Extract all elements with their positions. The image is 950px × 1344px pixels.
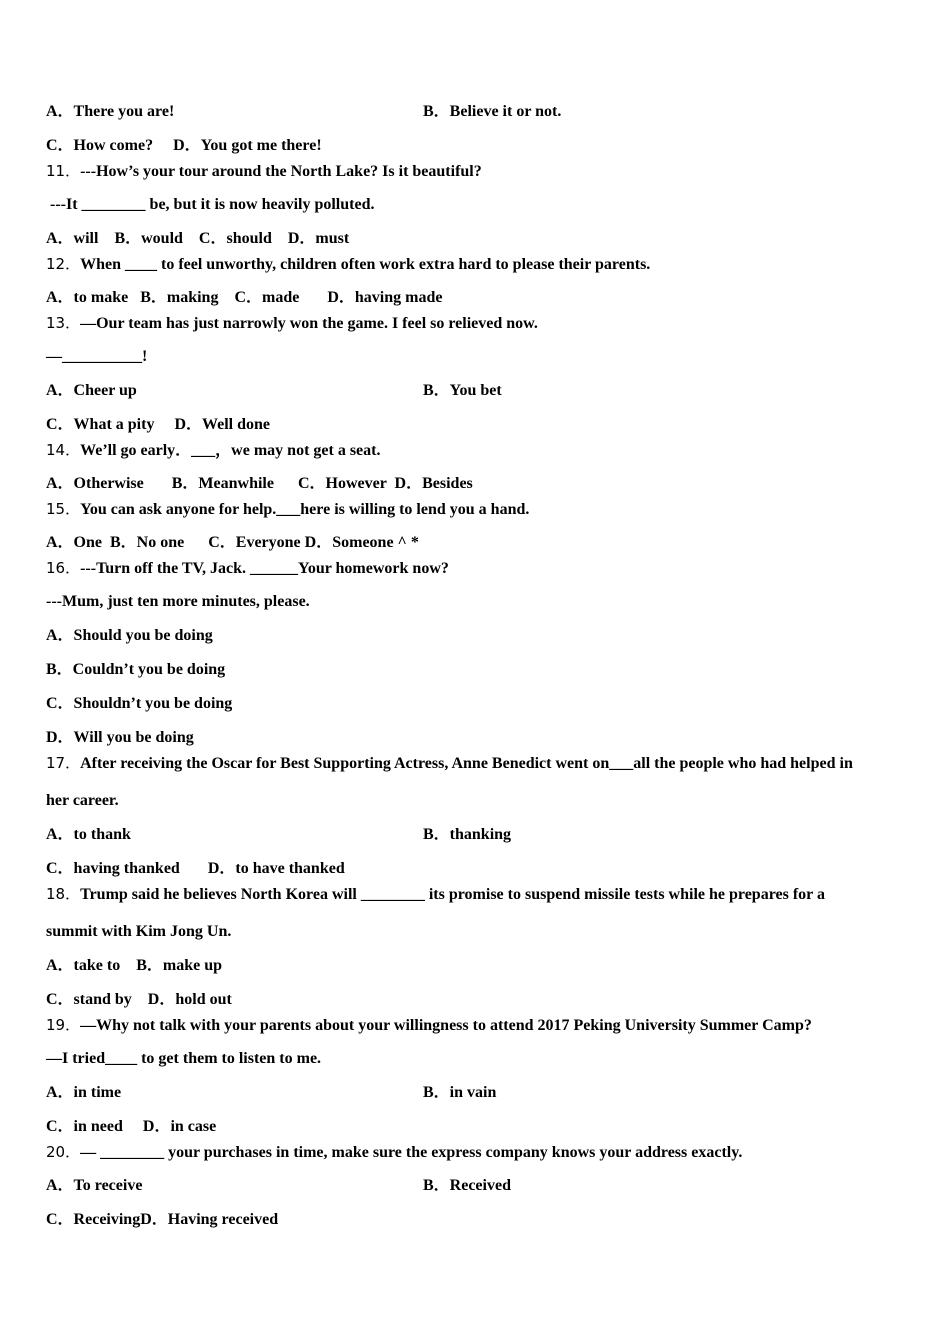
question-text: —Our team has just narrowly won the game. I feel so relieved now. <box>80 315 538 332</box>
question-text: You can ask anyone for help.___here is willing to lend you a hand. <box>80 501 530 518</box>
option-text: A．take to B．make up <box>46 957 223 974</box>
option-text: A．One B．No one C．Everyone D．Someone ^ * <box>46 534 419 551</box>
question-number: 19． <box>46 1016 81 1034</box>
option-line <box>46 474 473 494</box>
question-text: We’ll go early．___，we may not get a seat. <box>80 442 381 459</box>
question-text: ---How’s your tour around the North Lake? Is it beautiful? <box>80 163 482 180</box>
question-text: —Why not talk with your parents about your willingness to attend 2017 Peking University Summer Camp? <box>80 1017 812 1034</box>
question-number: 17． <box>46 754 81 772</box>
question-text: ---Turn off the TV, Jack. ______Your homework now? <box>80 560 449 577</box>
option-line <box>46 102 562 122</box>
question-text: —I tried____ to get them to listen to me. <box>46 1050 322 1067</box>
question-text: When ____ to feel unworthy, children often work extra hard to please their parents. <box>80 256 651 273</box>
option-line <box>46 825 512 845</box>
option-text: A．to make B．making C．made D．having made <box>46 289 443 306</box>
question-text: summit with Kim Jong Un. <box>46 923 232 940</box>
question-line <box>46 347 147 367</box>
question-text: —__________! <box>46 348 148 365</box>
option-line <box>46 990 232 1010</box>
option-line <box>46 859 345 879</box>
option-line <box>46 956 222 976</box>
question-line <box>46 1049 321 1069</box>
option-text-b: B．in vain <box>423 1084 497 1101</box>
option-text: C．Shouldn’t you be doing <box>46 695 233 712</box>
option-line <box>46 694 232 714</box>
question-number: 11． <box>46 162 81 180</box>
question-line <box>46 592 310 612</box>
question-number: 15． <box>46 500 81 518</box>
option-line <box>46 533 419 553</box>
question-number: 18． <box>46 885 81 903</box>
option-text: A．to thank <box>46 826 131 843</box>
option-line <box>46 626 213 646</box>
question-text: — ________ your purchases in time, make sure the express company knows your address exactly. <box>80 1144 743 1161</box>
question-text: After receiving the Oscar for Best Supporting Actress, Anne Benedict went on___all the people who had helped in <box>80 755 853 772</box>
option-text: C．ReceivingD．Having received <box>46 1211 279 1228</box>
option-text: C．having thanked D．to have thanked <box>46 860 345 877</box>
question-16 <box>46 558 449 579</box>
option-line <box>46 728 194 748</box>
option-line <box>46 415 270 435</box>
question-number: 12． <box>46 255 81 273</box>
question-20 <box>46 1142 742 1163</box>
option-line <box>46 1210 278 1230</box>
question-number: 16． <box>46 559 81 577</box>
question-13 <box>46 313 538 334</box>
option-text: A．Otherwise B．Meanwhile C．However D．Besides <box>46 475 473 492</box>
option-text: A．in time <box>46 1084 122 1101</box>
question-12 <box>46 254 650 275</box>
question-18 <box>46 884 825 905</box>
question-text: Trump said he believes North Korea will ________ its promise to suspend missile tests while he prepares for a <box>80 886 825 903</box>
question-15 <box>46 499 529 520</box>
option-text-b: B．Received <box>423 1177 511 1194</box>
option-line <box>46 229 349 249</box>
question-11 <box>46 161 482 182</box>
option-text: A．To receive <box>46 1177 143 1194</box>
option-text: A．There you are! <box>46 103 175 120</box>
option-text: C．in need D．in case <box>46 1118 217 1135</box>
option-text: B．Couldn’t you be doing <box>46 661 226 678</box>
option-line <box>46 381 502 401</box>
question-number: 13． <box>46 314 81 332</box>
option-line <box>46 1117 216 1137</box>
option-text: A．Cheer up <box>46 382 137 399</box>
option-line <box>46 1083 497 1103</box>
question-text: ---It ________ be, but it is now heavily polluted. <box>46 196 375 213</box>
option-line <box>46 1176 511 1196</box>
option-text: A．will B．would C．should D．must <box>46 230 350 247</box>
option-text-b: B．You bet <box>423 382 502 399</box>
question-14 <box>46 440 380 461</box>
question-line <box>46 195 374 215</box>
option-line <box>46 288 442 308</box>
question-text: her career. <box>46 792 119 809</box>
question-19 <box>46 1015 812 1036</box>
question-17 <box>46 753 853 774</box>
question-text: ---Mum, just ten more minutes, please. <box>46 593 310 610</box>
option-text: D．Will you be doing <box>46 729 194 746</box>
option-text-b: B．thanking <box>423 826 512 843</box>
option-line <box>46 136 322 156</box>
question-number: 14． <box>46 441 81 459</box>
option-text: C．stand by D．hold out <box>46 991 232 1008</box>
question-line <box>46 791 119 811</box>
question-number: 20． <box>46 1143 81 1161</box>
option-text: C．How come? D．You got me there! <box>46 137 322 154</box>
option-text: C．What a pity D．Well done <box>46 416 271 433</box>
option-text: A．Should you be doing <box>46 627 213 644</box>
option-text-b: B．Believe it or not. <box>423 103 562 120</box>
question-line <box>46 922 231 942</box>
option-line <box>46 660 225 680</box>
